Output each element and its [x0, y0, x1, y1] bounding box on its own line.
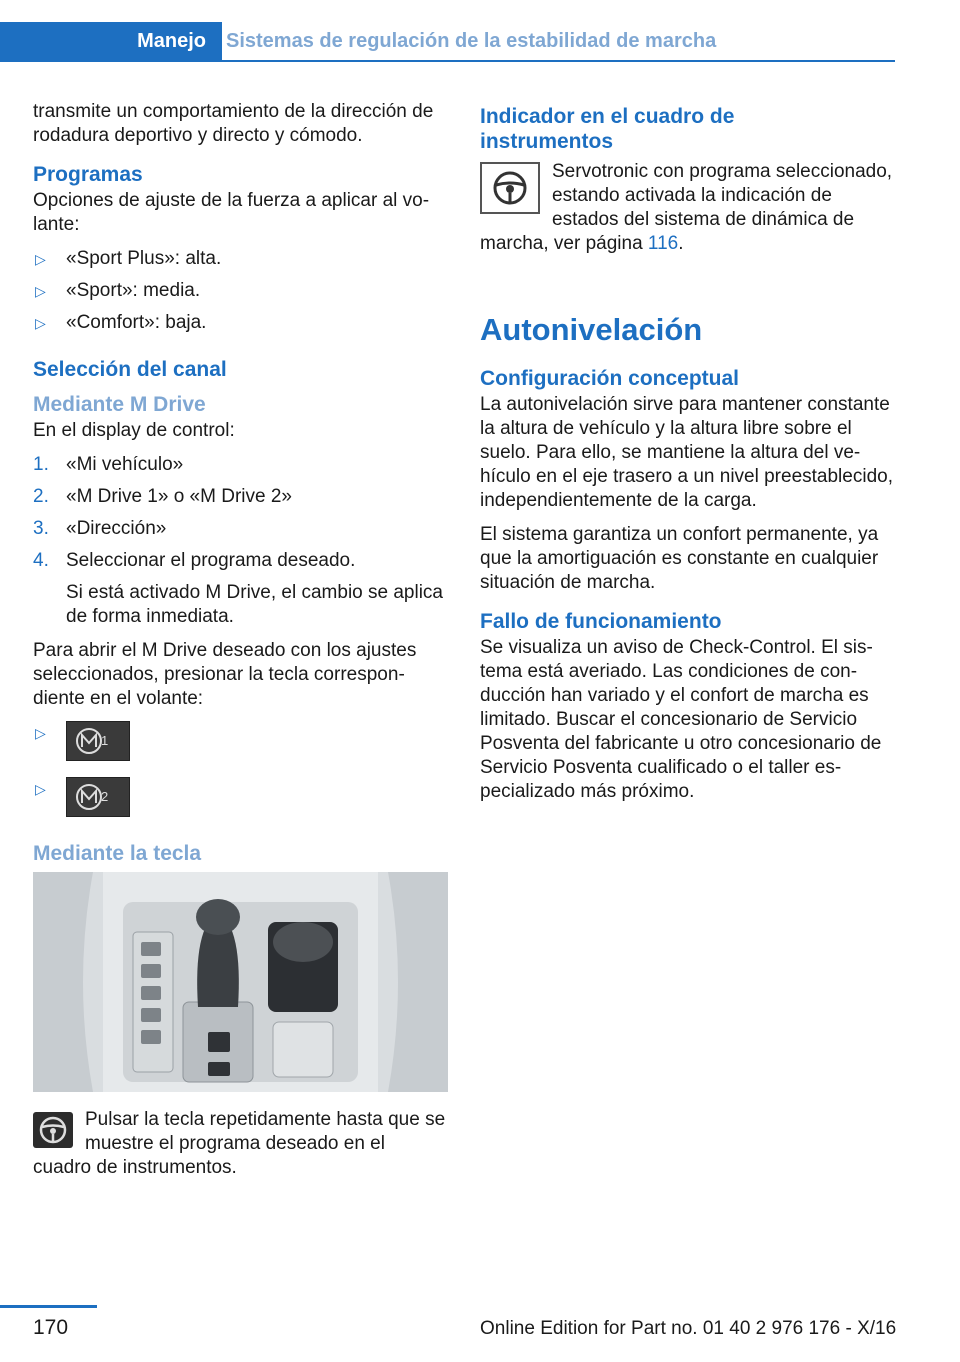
list-item: 1. «Mi vehículo»	[33, 454, 184, 475]
open-mdrive-text: Para abrir el M Drive deseado con los ajustes seleccionados, presionar la tecla correspondiente en el volante:	[33, 640, 417, 709]
list-item: ▷ «Comfort»: baja.	[35, 312, 207, 333]
triangle-bullet-icon: ▷	[35, 725, 46, 741]
step-note: Si está activado M Drive, el cambio se aplica de forma inmediata.	[66, 582, 443, 627]
left-column	[33, 100, 448, 1180]
chapter-title[interactable]: Sistemas de regulación de la estabilidad de marcha	[226, 30, 717, 52]
triangle-bullet-icon: ▷	[35, 781, 46, 797]
section-label: Manejo	[137, 30, 206, 52]
list-item	[33, 777, 448, 817]
fault-paragraph: Se visualiza un aviso de Check-Control. El sistema está averiado. Las condiciones de conducción han variado y el confort de marcha es limitado. Buscar el concesionario de Servicio Posventa del fabricante u otro concesionario de Servicio Posventa cualificado o el taller especializado más próximo.	[480, 637, 882, 802]
steering-wheel-key-icon	[33, 1112, 73, 1148]
mdrive-heading: Mediante M Drive	[33, 393, 206, 416]
list-item: ▷ «Sport»: media.	[35, 280, 201, 301]
page-header	[0, 22, 895, 62]
triangle-bullet-icon: ▷	[35, 251, 46, 267]
concept-heading: Configuración conceptual	[480, 367, 740, 390]
list-item	[33, 721, 448, 761]
intro-paragraph: transmite un comportamiento de la dirección de rodadura deportivo y directo y cómodo.	[33, 101, 434, 146]
programs-text: Opciones de ajuste de la fuerza a aplicar al volante:	[33, 190, 430, 235]
list-item: 3. «Dirección»	[33, 518, 167, 539]
programs-list	[33, 247, 448, 335]
header-rule	[222, 60, 895, 62]
mdrive-text: En el display de control:	[33, 420, 235, 441]
channel-heading: Selección del canal	[33, 358, 227, 381]
page-link[interactable]: 116	[647, 233, 679, 254]
fault-heading: Fallo de funcionamiento	[480, 610, 722, 633]
list-item: 2. «M Drive 1» o «M Drive 2»	[33, 486, 292, 507]
indicator-block: Servotronic con programa seleccionado, estando activada la indicación de estados del sistema de dinámica de marcha, ver página 116.	[480, 161, 893, 254]
m-drive-2-button-icon: 2	[66, 777, 130, 817]
m-drive-1-button-icon: 1	[66, 721, 130, 761]
key-note-text: Pulsar la tecla repetidamente hasta que se muestre el programa deseado en el cuadro de instrumentos.	[33, 1109, 446, 1178]
autolevel-heading: Autonivelación	[480, 312, 703, 347]
indicator-heading: Indicador en el cuadro de instrumentos	[480, 105, 735, 153]
triangle-bullet-icon: ▷	[35, 283, 46, 299]
concept-paragraph-2: El sistema garantiza un confort permanente, ya que la amortiguación es constante en cualquier situación de marcha.	[480, 524, 879, 593]
list-item: ▷ «Sport Plus»: alta.	[35, 248, 222, 269]
page-number: 170	[33, 1316, 69, 1339]
steps-list	[33, 453, 448, 629]
indicator-text: Servotronic con programa seleccionado, estando activada la indicación de estados del sistema de dinámica de marcha, ver página	[480, 161, 893, 254]
edition-note: Online Edition for Part no. 01 40 2 976 176 - X/16	[480, 1318, 897, 1339]
mdrive-buttons-list	[33, 721, 448, 817]
programs-heading: Programas	[33, 163, 143, 186]
list-item: 4. Seleccionar el programa deseado. Si está activado M Drive, el cambio se aplica de forma inmediata.	[33, 549, 448, 629]
center-console-photo	[33, 872, 448, 1092]
footer-rule	[0, 1305, 97, 1308]
key-heading: Mediante la tecla	[33, 842, 202, 865]
right-column	[480, 100, 895, 814]
steering-wheel-indicator-icon	[480, 162, 540, 214]
concept-paragraph-1: La autonivelación sirve para mantener constante la altura de vehículo y la altura libre sobre el suelo. Para ello, se mantiene la altura del vehículo en el eje trasero a un nivel preestablecido, independientemente de la carga.	[480, 394, 893, 511]
key-note	[33, 1108, 448, 1180]
triangle-bullet-icon: ▷	[35, 315, 46, 331]
section-tab[interactable]	[0, 22, 222, 62]
